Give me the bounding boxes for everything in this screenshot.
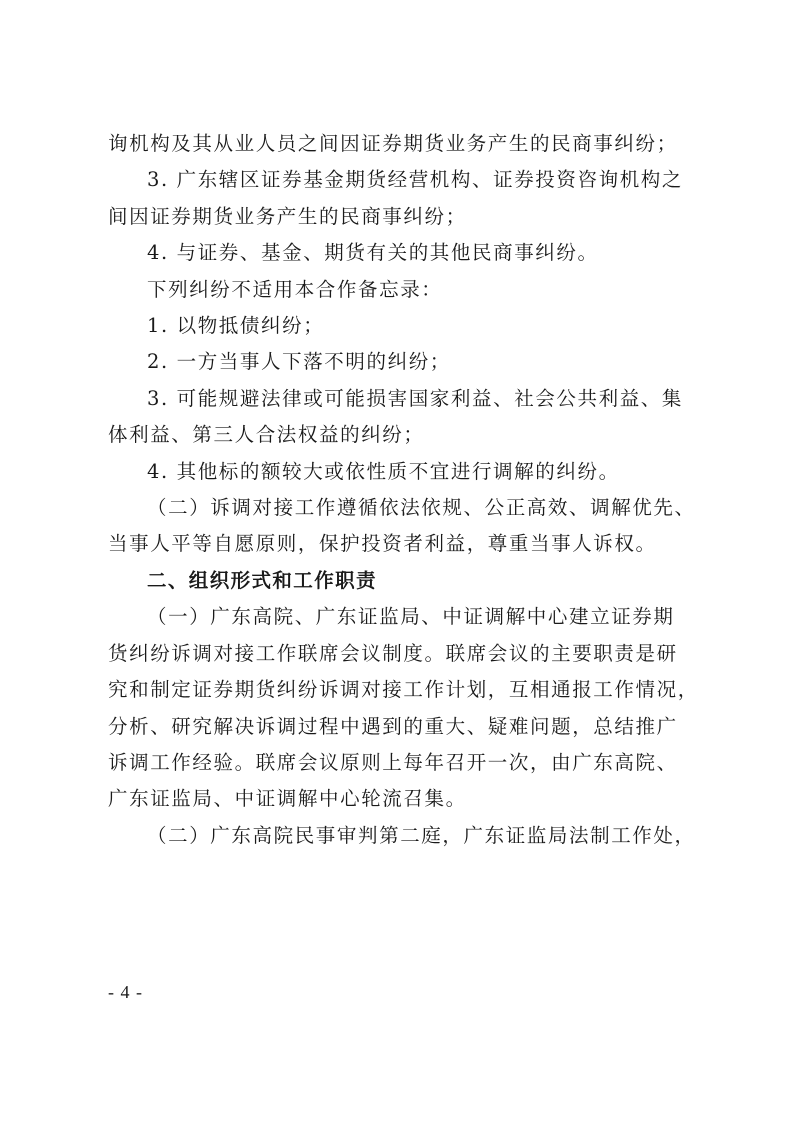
text-line: 4. 与证券、基金、期货有关的其他民商事纠纷。 bbox=[147, 241, 599, 265]
section-heading: 二、组织形式和工作职责 bbox=[147, 568, 377, 592]
text-line: 询机构及其从业人员之间因证券期货业务产生的民商事纠纷； bbox=[108, 132, 678, 155]
text-line: （一）广东高院、广东证监局、中证调解中心建立证券期 bbox=[147, 605, 675, 629]
document-body bbox=[108, 126, 699, 854]
text-line: 4. 其他标的额较大或依性质不宜进行调解的纠纷。 bbox=[147, 459, 620, 483]
text-line: 1. 以物抵债纠纷； bbox=[147, 314, 325, 338]
text-line: 间因证券期货业务产生的民商事纠纷； bbox=[108, 204, 467, 228]
text-line: （二）广东高院民事审判第二庭，广东证监局法制工作处， bbox=[147, 823, 696, 847]
text-line: 2. 一方当事人下落不明的纠纷； bbox=[147, 350, 451, 374]
text-line: 分析、研究解决诉调过程中遇到的重大、疑难问题，总结推广 bbox=[108, 714, 678, 738]
text-line: 下列纠纷不适用本合作备忘录： bbox=[147, 277, 443, 301]
text-line: 3. 广东辖区证券基金期货经营机构、证券投资咨询机构之 bbox=[147, 168, 684, 192]
page-number: - 4 - bbox=[108, 982, 143, 1002]
text-line: 3. 可能规避法律或可能损害国家利益、社会公共利益、集 bbox=[147, 386, 684, 410]
text-line: 究和制定证券期货纠纷诉调对接工作计划，互相通报工作情况， bbox=[108, 678, 699, 702]
text-line: 诉调工作经验。联席会议原则上每年召开一次，由广东高院、 bbox=[108, 750, 678, 774]
text-line: 广东证监局、中证调解中心轮流召集。 bbox=[108, 787, 467, 811]
text-line: 体利益、第三人合法权益的纠纷； bbox=[108, 423, 425, 447]
text-line: 货纠纷诉调对接工作联席会议制度。联席会议的主要职责是研 bbox=[108, 641, 678, 665]
text-line: 当事人平等自愿原则，保护投资者利益，尊重当事人诉权。 bbox=[108, 532, 657, 556]
text-line: （二）诉调对接工作遵循依法依规、公正高效、调解优先、 bbox=[147, 496, 696, 520]
